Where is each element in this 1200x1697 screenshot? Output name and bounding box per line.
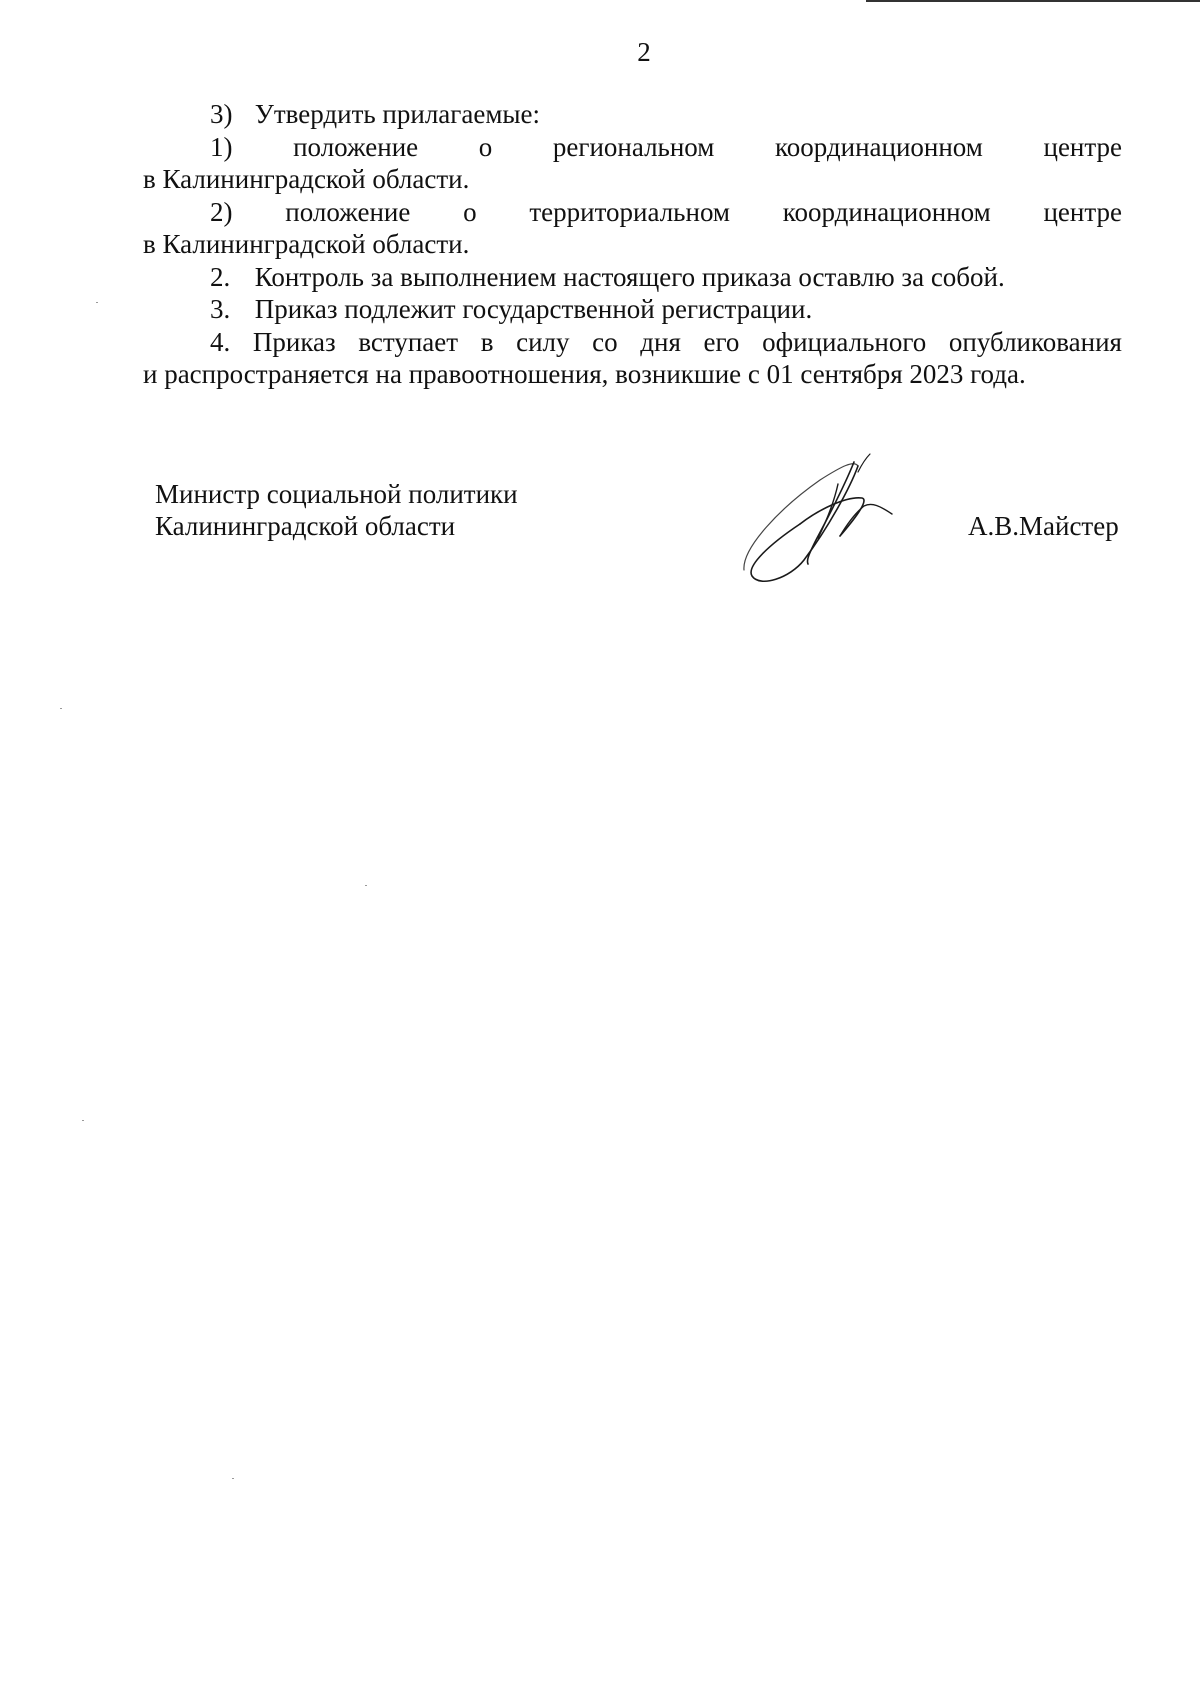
sub-item-1-line	[143, 131, 1122, 164]
sub-item-1-word: региональном	[552, 131, 715, 162]
point-2-text: Контроль за выполнением настоящего приказа оставлю за собой.	[254, 261, 1005, 292]
point-3-number: 3.	[210, 294, 231, 324]
point-4-word: официального	[762, 326, 927, 357]
point-4-word: в	[480, 326, 494, 357]
scan-speck	[96, 302, 98, 303]
sub-item-1-word: центре	[1043, 131, 1122, 162]
scan-speck	[232, 1478, 234, 1479]
point-4-line	[143, 326, 1122, 359]
point-4-word: опубликования	[948, 326, 1122, 357]
sub-item-2-word: о	[463, 196, 477, 227]
point-4-word: Приказ	[252, 326, 336, 357]
sub-item-1-word: координационном	[775, 131, 983, 162]
scan-speck	[82, 1120, 84, 1121]
top-edge-rule	[866, 0, 1200, 2]
signatory-position-line-2: Калининградской области	[155, 511, 456, 541]
point-2	[143, 261, 1122, 294]
sub-item-2-word: координационном	[782, 196, 991, 227]
point-2-number: 2.	[210, 261, 231, 292]
sub-item-2-continuation: в Калининградской области.	[143, 229, 470, 259]
point-4-continuation: и распространяется на правоотношения, возникшие с 01 сентября 2023 года.	[143, 359, 1026, 389]
sub-item-2-number: 2)	[210, 196, 233, 227]
signatory-position-line-1: Министр социальной политики	[155, 479, 518, 509]
point-3	[143, 293, 1122, 326]
point-4-word: силу	[516, 326, 570, 357]
scan-speck	[60, 708, 62, 709]
point-4-number: 4.	[210, 326, 231, 357]
point-4-word: дня	[640, 326, 681, 357]
point-3-text: Приказ подлежит государственной регистрации.	[254, 294, 813, 324]
point-4-word: со	[592, 326, 618, 357]
scan-speck	[365, 885, 367, 886]
item-3-intro	[143, 98, 1122, 131]
item-3-text: Утвердить прилагаемые:	[254, 99, 541, 129]
document-body	[143, 98, 1122, 391]
signatory-position	[155, 478, 518, 542]
sub-item-1-word: о	[478, 131, 493, 162]
handwritten-signature	[740, 448, 900, 588]
page-number: 2	[637, 37, 651, 67]
sub-item-2-line	[143, 196, 1122, 229]
sub-item-2-word: положение	[285, 196, 411, 227]
sub-item-1-number: 1)	[210, 131, 233, 162]
sub-item-2-word: центре	[1043, 196, 1122, 227]
sub-item-1-continuation: в Калининградской области.	[143, 164, 470, 194]
sub-item-1-word: положение	[293, 131, 419, 162]
item-3-number: 3)	[210, 99, 233, 129]
point-4-word: вступает	[358, 326, 459, 357]
sub-item-2-word: территориальном	[529, 196, 731, 227]
point-4-word: его	[703, 326, 740, 357]
signatory-name: А.В.Майстер	[968, 511, 1119, 541]
